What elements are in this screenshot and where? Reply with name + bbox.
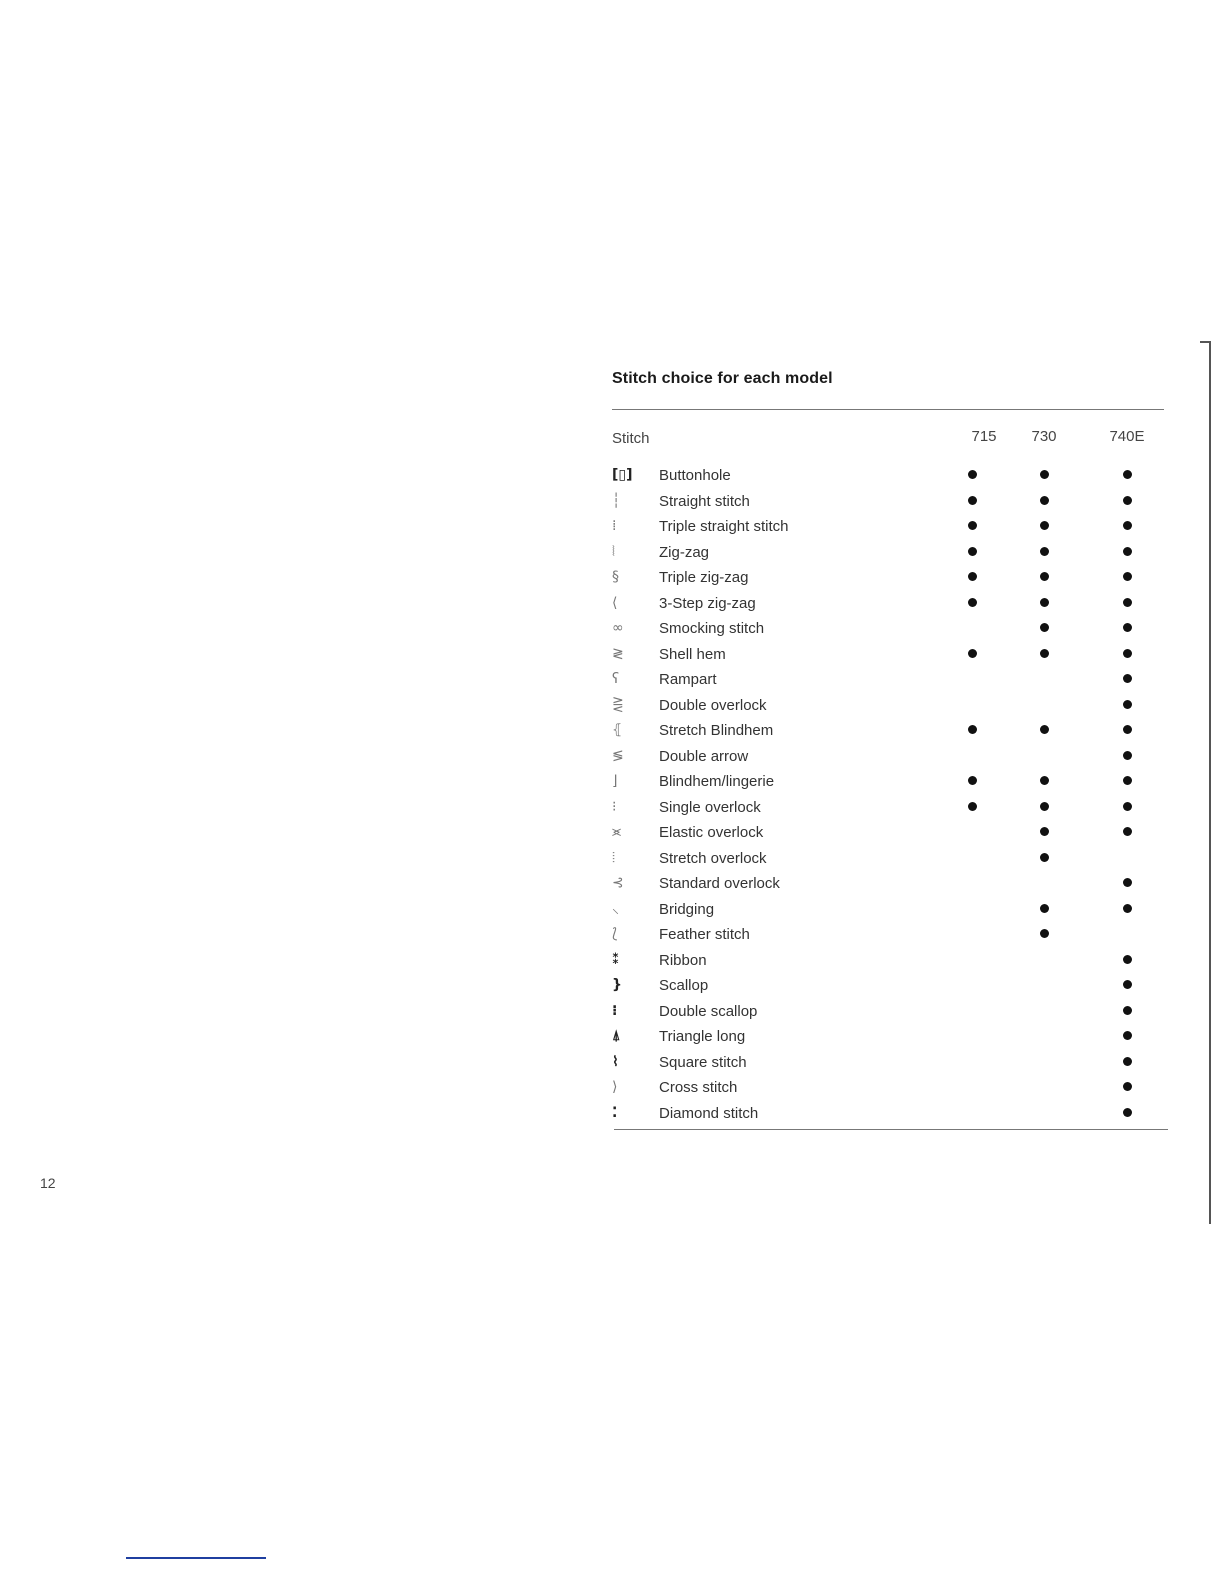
availability-dot-740e xyxy=(1123,470,1132,479)
availability-dot-730 xyxy=(1040,572,1049,581)
table-row xyxy=(612,845,1172,871)
availability-dot-730 xyxy=(1040,521,1049,530)
availability-dot-730 xyxy=(1040,649,1049,658)
table-row xyxy=(612,743,1172,769)
stitch-label: Smocking stitch xyxy=(659,620,765,637)
table-row xyxy=(612,564,1172,590)
table-row xyxy=(612,921,1172,947)
smocking-stitch-icon: ∞ xyxy=(612,620,624,636)
table-row xyxy=(612,998,1172,1024)
availability-dot-740e xyxy=(1123,1006,1132,1015)
standard-overlock-icon: ⊰ xyxy=(612,875,624,891)
bridging-icon: ⸜ xyxy=(612,900,619,917)
triangle-long-icon: ⍋ xyxy=(612,1028,621,1044)
availability-dot-740e xyxy=(1123,1057,1132,1066)
header-model-715: 715 xyxy=(971,428,997,445)
availability-dot-730 xyxy=(1040,496,1049,505)
availability-dot-740e xyxy=(1123,725,1132,734)
header-stitch: Stitch xyxy=(612,430,650,447)
availability-dot-715 xyxy=(968,776,977,785)
stitch-label: Cross stitch xyxy=(659,1079,738,1096)
availability-dot-730 xyxy=(1040,904,1049,913)
table-row xyxy=(612,1023,1172,1049)
availability-dot-740e xyxy=(1123,751,1132,760)
3-step-zig-zag-icon: ⟨ xyxy=(612,594,618,611)
table-bottom-rule xyxy=(614,1129,1168,1130)
stitch-label: Stretch overlock xyxy=(659,849,767,867)
availability-dot-740e xyxy=(1123,1082,1132,1091)
table-row xyxy=(612,590,1172,616)
availability-dot-730 xyxy=(1040,929,1049,938)
availability-dot-740e xyxy=(1123,980,1132,989)
availability-dot-715 xyxy=(968,725,977,734)
availability-dot-740e xyxy=(1123,878,1132,887)
triple-straight-stitch-icon: ⁞ xyxy=(612,518,617,534)
stretch-blindhem-icon: ⦃ xyxy=(612,722,623,738)
stitch-label: Double overlock xyxy=(659,696,767,714)
single-overlock-icon: ⁝ xyxy=(612,798,617,815)
table-row xyxy=(612,641,1172,667)
table-row xyxy=(612,692,1172,718)
stitch-label: Diamond stitch xyxy=(659,1104,759,1122)
table-row xyxy=(612,870,1172,896)
zig-zag-icon: ⦚ xyxy=(612,543,615,560)
availability-dot-715 xyxy=(968,521,977,530)
table-row xyxy=(612,1100,1172,1126)
availability-dot-740e xyxy=(1123,649,1132,658)
availability-dot-740e xyxy=(1123,674,1132,683)
stitch-label: Triple zig-zag xyxy=(659,569,749,586)
stitch-label: Blindhem/lingerie xyxy=(659,773,775,790)
availability-dot-740e xyxy=(1123,827,1132,836)
stitch-label: Elastic overlock xyxy=(659,824,764,841)
availability-dot-730 xyxy=(1040,827,1049,836)
cross-stitch-icon: ⟩ xyxy=(612,1079,618,1095)
stitch-label: Bridging xyxy=(659,900,715,918)
availability-dot-730 xyxy=(1040,598,1049,607)
ribbon-icon: ⁑ xyxy=(612,951,620,968)
stitch-label: Ribbon xyxy=(659,951,707,969)
availability-dot-715 xyxy=(968,547,977,556)
feather-stitch-icon: ⟅ xyxy=(612,926,618,942)
stitch-label: Buttonhole xyxy=(659,467,731,484)
availability-dot-740e xyxy=(1123,521,1132,530)
shell-hem-icon: ≷ xyxy=(612,645,624,662)
availability-dot-715 xyxy=(968,496,977,505)
availability-dot-715 xyxy=(968,802,977,811)
table-row xyxy=(612,768,1172,794)
availability-dot-740e xyxy=(1123,1108,1132,1117)
table-row xyxy=(612,1074,1172,1100)
availability-dot-730 xyxy=(1040,802,1049,811)
stitch-label: Single overlock xyxy=(659,798,761,816)
footer-rule xyxy=(126,1557,266,1559)
blindhem-lingerie-icon: ⌋ xyxy=(612,773,618,789)
table-row xyxy=(612,896,1172,922)
availability-dot-740e xyxy=(1123,547,1132,556)
square-stitch-icon: ⌇ xyxy=(612,1053,619,1070)
table-title: Stitch choice for each model xyxy=(612,370,833,387)
buttonhole-icon: [▯] xyxy=(612,467,633,483)
availability-dot-740e xyxy=(1123,955,1132,964)
availability-dot-740e xyxy=(1123,700,1132,709)
availability-dot-730 xyxy=(1040,470,1049,479)
stitch-label: Stretch Blindhem xyxy=(659,722,774,739)
table-row xyxy=(612,1049,1172,1075)
table-row xyxy=(612,488,1172,514)
stitch-label: Scallop xyxy=(659,977,709,994)
stretch-overlock-icon: ⦙ xyxy=(612,849,616,866)
availability-dot-740e xyxy=(1123,1031,1132,1040)
table-row xyxy=(612,794,1172,820)
stitch-label: Zig-zag xyxy=(659,543,710,561)
availability-dot-740e xyxy=(1123,496,1132,505)
availability-dot-730 xyxy=(1040,623,1049,632)
page-number: 12 xyxy=(40,1175,56,1191)
stitch-table-body xyxy=(612,462,1172,1125)
table-row xyxy=(612,513,1172,539)
table-header xyxy=(612,428,1172,450)
page-edge-line xyxy=(1209,342,1211,1224)
table-row xyxy=(612,717,1172,743)
table-row xyxy=(612,462,1172,488)
straight-stitch-icon: ┆ xyxy=(612,492,621,509)
elastic-overlock-icon: ⪤ xyxy=(612,824,622,840)
stitch-label: Triple straight stitch xyxy=(659,518,789,535)
scallop-icon: } xyxy=(612,977,622,993)
stitch-label: Double arrow xyxy=(659,747,749,765)
table-row xyxy=(612,972,1172,998)
availability-dot-715 xyxy=(968,598,977,607)
availability-dot-740e xyxy=(1123,572,1132,581)
table-top-rule xyxy=(612,409,1164,410)
double-scallop-icon: ⁝ xyxy=(612,1002,618,1019)
stitch-label: Straight stitch xyxy=(659,492,750,510)
availability-dot-715 xyxy=(968,649,977,658)
diamond-stitch-icon: ⁚ xyxy=(612,1104,618,1121)
header-model-740e: 740E xyxy=(1109,428,1145,445)
stitch-label: 3-Step zig-zag xyxy=(659,594,756,612)
double-overlock-icon: ⋛ xyxy=(612,696,624,713)
stitch-label: Double scallop xyxy=(659,1002,758,1020)
availability-dot-740e xyxy=(1123,776,1132,785)
availability-dot-740e xyxy=(1123,623,1132,632)
header-model-730: 730 xyxy=(1031,428,1057,445)
stitch-label: Feather stitch xyxy=(659,926,750,943)
availability-dot-730 xyxy=(1040,547,1049,556)
availability-dot-715 xyxy=(968,470,977,479)
availability-dot-730 xyxy=(1040,725,1049,734)
table-row xyxy=(612,666,1172,692)
stitch-label: Rampart xyxy=(659,671,717,688)
stitch-label: Shell hem xyxy=(659,645,726,663)
table-row xyxy=(612,615,1172,641)
availability-dot-730 xyxy=(1040,776,1049,785)
double-arrow-icon: ≶ xyxy=(612,747,624,764)
availability-dot-715 xyxy=(968,572,977,581)
rampart-icon: ʕ xyxy=(612,671,620,687)
availability-dot-740e xyxy=(1123,598,1132,607)
triple-zig-zag-icon: § xyxy=(612,569,619,585)
table-row xyxy=(612,539,1172,565)
availability-dot-730 xyxy=(1040,853,1049,862)
availability-dot-740e xyxy=(1123,904,1132,913)
availability-dot-740e xyxy=(1123,802,1132,811)
table-row xyxy=(612,819,1172,845)
stitch-label: Triangle long xyxy=(659,1028,746,1045)
stitch-label: Square stitch xyxy=(659,1053,747,1071)
table-row xyxy=(612,947,1172,973)
stitch-label: Standard overlock xyxy=(659,875,780,892)
